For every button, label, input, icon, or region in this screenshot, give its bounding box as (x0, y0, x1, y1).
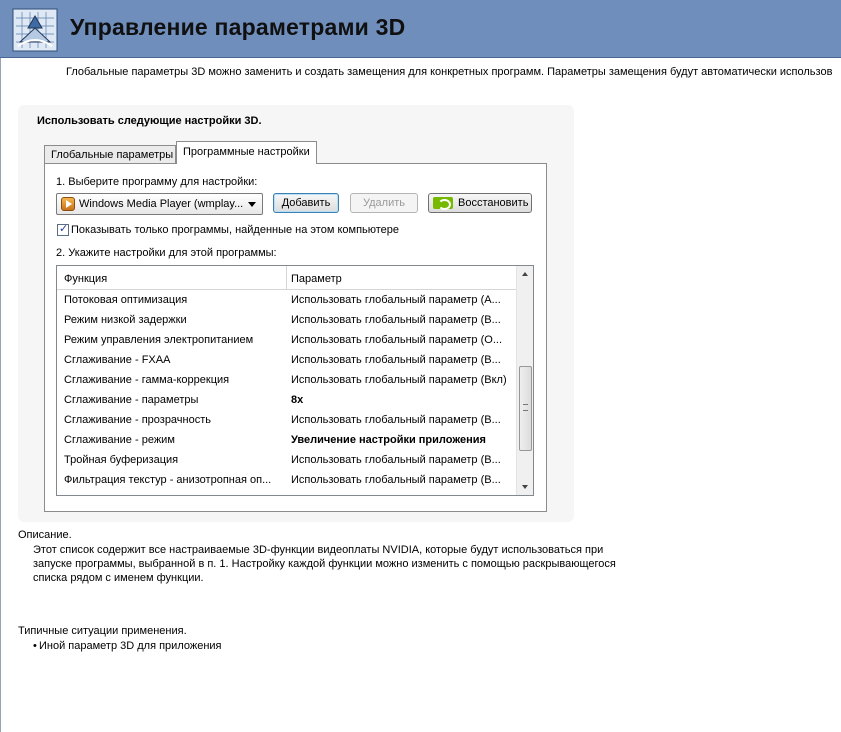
panel-title: Использовать следующие настройки 3D. (37, 115, 262, 127)
usage-item-text: Иной параметр 3D для приложения (39, 640, 222, 652)
nvidia-icon (433, 197, 453, 209)
program-select-value: Windows Media Player (wmplay... (79, 198, 244, 210)
table-row[interactable] (57, 292, 516, 312)
row-parameter[interactable]: Использовать глобальный параметр (А... (291, 294, 501, 306)
page-subtitle: Глобальные параметры 3D можно заменить и создать замещения для конкретных программ. Параметры замещения будут автоматически использов (66, 66, 833, 78)
row-parameter[interactable]: Увеличение настройки приложения (291, 434, 486, 446)
row-function: Сглаживание - прозрачность (64, 414, 212, 426)
table-scrollbar[interactable] (516, 266, 533, 495)
row-function: Фильтрация текстур - анизотропная оп... (64, 474, 272, 486)
restore-button[interactable] (428, 193, 532, 213)
chevron-down-icon (248, 202, 256, 207)
row-function: Сглаживание - режим (64, 434, 175, 446)
tab-global-settings[interactable]: Глобальные параметры (44, 145, 176, 166)
row-parameter[interactable]: Использовать глобальный параметр (О... (291, 334, 502, 346)
delete-button[interactable]: Удалить (350, 193, 418, 213)
restore-button-label: Восстановить (458, 197, 529, 209)
row-function: Тройная буферизация (64, 454, 179, 466)
windows-media-player-icon (61, 197, 75, 211)
show-installed-only-checkbox[interactable] (57, 224, 69, 236)
table-header (57, 266, 516, 290)
row-function: Режим управления электропитанием (64, 334, 254, 346)
table-row[interactable] (57, 332, 516, 352)
add-button[interactable]: Добавить (273, 193, 339, 213)
row-parameter[interactable]: Использовать глобальный параметр (В... (291, 454, 501, 466)
row-function: Потоковая оптимизация (64, 294, 188, 306)
row-parameter[interactable]: Использовать глобальный параметр (В... (291, 314, 501, 326)
table-row[interactable] (57, 432, 516, 452)
program-select[interactable] (56, 193, 263, 215)
show-installed-only-label: Показывать только программы, найденные на этом компьютере (71, 224, 400, 236)
table-row[interactable] (57, 412, 516, 432)
usage-label: Типичные ситуации применения. (18, 625, 187, 637)
page-title: Управление параметрами 3D (70, 14, 406, 40)
row-function: Сглаживание - FXAA (64, 354, 171, 366)
usage-list-item (33, 640, 222, 652)
table-row[interactable] (57, 472, 516, 492)
row-function: Сглаживание - гамма-коррекция (64, 374, 230, 386)
bullet-icon: • (33, 640, 37, 652)
scroll-up-arrow-icon[interactable] (517, 266, 534, 283)
table-row[interactable] (57, 352, 516, 372)
scroll-down-arrow-icon[interactable] (517, 478, 534, 495)
table-row[interactable] (57, 372, 516, 392)
row-parameter[interactable]: 8x (291, 394, 304, 406)
column-header-function[interactable]: Функция (64, 273, 108, 285)
column-divider[interactable] (286, 266, 287, 290)
column-header-parameter[interactable]: Параметр (291, 273, 342, 285)
table-row[interactable] (57, 312, 516, 332)
row-function: Сглаживание - параметры (64, 394, 199, 406)
header-bar (0, 0, 841, 58)
row-parameter[interactable]: Использовать глобальный параметр (В... (291, 474, 501, 486)
row-parameter[interactable]: Использовать глобальный параметр (Вкл) (291, 374, 507, 386)
scrollbar-thumb[interactable] (519, 366, 532, 451)
step2-label: 2. Укажите настройки для этой программы: (56, 247, 277, 259)
3d-settings-icon (12, 8, 58, 52)
table-row[interactable] (57, 452, 516, 472)
description-text: Этот список содержит все настраиваемые 3D-функции видеоплаты NVIDIA, которые будут использоваться при запуске программы, выбранной в п. 1. Настройку каждой функции можно изменить с помощью раскрывающегося списка рядом с именем функции. (33, 544, 616, 584)
row-parameter[interactable]: Использовать глобальный параметр (В... (291, 354, 501, 366)
description-label: Описание. (18, 529, 72, 541)
step1-label: 1. Выберите программу для настройки: (56, 176, 258, 188)
table-row[interactable] (57, 392, 516, 412)
row-parameter[interactable]: Использовать глобальный параметр (В... (291, 414, 501, 426)
tab-program-settings[interactable]: Программные настройки (176, 141, 317, 164)
settings-table (56, 265, 534, 496)
row-function: Режим низкой задержки (64, 314, 187, 326)
